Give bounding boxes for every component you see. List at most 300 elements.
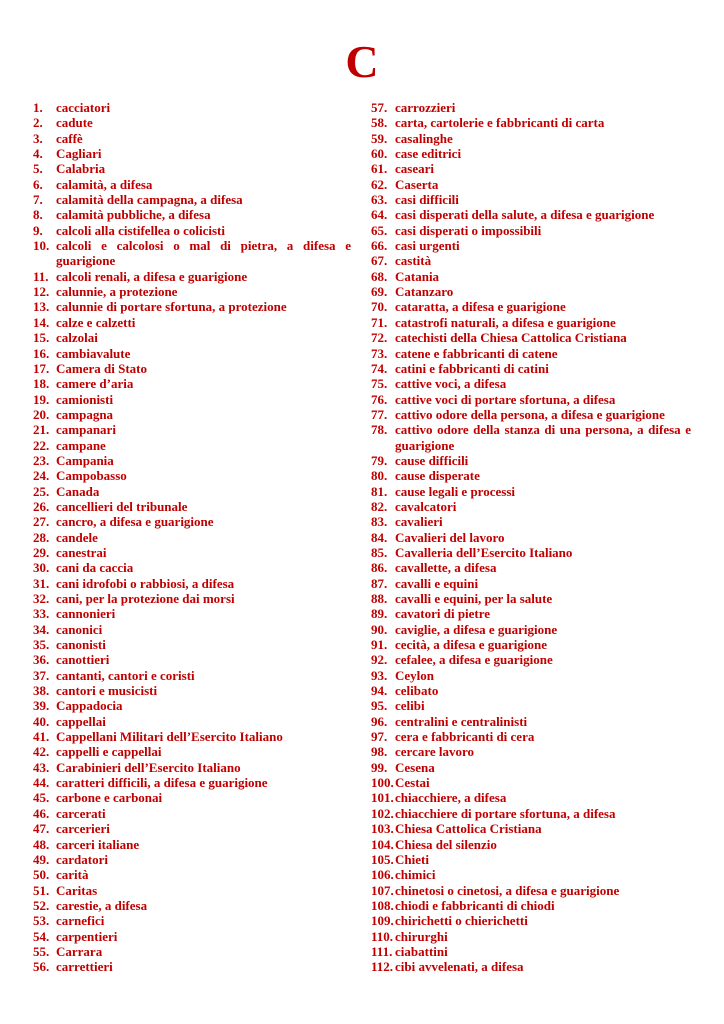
item-text: catini e fabbricanti di catini	[395, 360, 549, 376]
item-number: 106.	[371, 867, 394, 883]
list-item	[33, 790, 351, 805]
item-text: campane	[56, 437, 106, 453]
list-item	[371, 775, 691, 790]
item-text: Campania	[56, 452, 114, 468]
list-item	[33, 898, 351, 913]
item-number: 6.	[33, 176, 43, 192]
item-text: catene e fabbricanti di catene	[395, 345, 558, 361]
item-text: chiodi e fabbricanti di chiodi	[395, 897, 555, 913]
list-item	[33, 269, 351, 284]
item-text: Camera di Stato	[56, 360, 147, 376]
item-text: cavalieri	[395, 514, 443, 530]
item-number: 31.	[33, 575, 50, 591]
item-text: casalinghe	[395, 130, 453, 146]
list-item	[33, 959, 351, 974]
item-text: cancellieri del tribunale	[56, 498, 188, 514]
list-item	[33, 422, 351, 437]
list-item	[371, 913, 691, 928]
item-number: 67.	[371, 253, 388, 269]
list-item	[371, 560, 691, 575]
item-number: 30.	[33, 560, 50, 576]
list-item	[33, 668, 351, 683]
list-item	[33, 161, 351, 176]
list-item	[33, 115, 351, 130]
list-item	[33, 560, 351, 575]
item-number: 103.	[371, 821, 394, 837]
item-number: 92.	[371, 652, 388, 668]
item-number: 35.	[33, 637, 50, 653]
item-text: ciabattini	[395, 943, 448, 959]
item-number: 9.	[33, 222, 43, 238]
list-item	[371, 652, 691, 667]
item-text: cani, per la protezione dai morsi	[56, 591, 235, 606]
item-number: 21.	[33, 422, 50, 438]
item-text: calcoli alla cistifellea o colicisti	[56, 222, 225, 238]
item-number: 1.	[33, 100, 43, 115]
item-text: caseari	[395, 161, 434, 177]
item-text: canestrai	[56, 544, 107, 560]
list-item	[33, 100, 351, 115]
item-text: calzolai	[56, 330, 98, 346]
list-item	[33, 652, 351, 667]
list-item	[33, 392, 351, 407]
list-item	[33, 929, 351, 944]
item-number: 53.	[33, 913, 50, 929]
right-column-list	[371, 100, 691, 975]
list-item	[371, 806, 691, 821]
list-item	[33, 361, 351, 376]
item-text: cattive voci, a difesa	[395, 376, 507, 392]
list-item	[371, 760, 691, 775]
item-number: 90.	[371, 621, 388, 637]
item-number: 59.	[371, 130, 388, 146]
item-number: 45.	[33, 790, 50, 806]
item-text: Ceylon	[395, 667, 434, 683]
item-text: carcerieri	[56, 821, 110, 837]
list-item	[33, 284, 351, 299]
item-text: Cappadocia	[56, 698, 123, 714]
item-number: 75.	[371, 376, 388, 392]
item-text: calunnie di portare sfortuna, a protezione	[56, 299, 287, 315]
list-item	[33, 913, 351, 928]
item-number: 12.	[33, 284, 50, 300]
item-number: 93.	[371, 667, 388, 683]
list-item	[371, 821, 691, 836]
item-text: carità	[56, 867, 89, 883]
list-item	[371, 422, 691, 453]
item-number: 3.	[33, 130, 43, 146]
item-text: cavallette, a difesa	[395, 560, 497, 576]
list-item	[371, 376, 691, 391]
list-item	[371, 530, 691, 545]
item-number: 77.	[371, 406, 388, 422]
item-text: Carrara	[56, 943, 103, 959]
item-text: centralini e centralinisti	[395, 713, 528, 729]
item-text: caviglie, a difesa e guarigione	[395, 621, 558, 637]
list-item	[371, 499, 691, 514]
item-text: casi urgenti	[395, 238, 460, 254]
list-item	[33, 837, 351, 852]
item-text: casi disperati della salute, a difesa e guarigione	[395, 207, 655, 223]
item-text: caffè	[56, 130, 83, 146]
item-number: 87.	[371, 575, 388, 591]
list-item	[33, 192, 351, 207]
list-item	[33, 131, 351, 146]
item-text: Campobasso	[56, 468, 127, 484]
item-text: cattivo odore della persona, a difesa e guarigione	[395, 406, 665, 422]
item-number: 4.	[33, 146, 43, 162]
item-number: 74.	[371, 360, 388, 376]
list-item	[33, 223, 351, 238]
item-text: calze e calzetti	[56, 314, 136, 330]
item-number: 82.	[371, 498, 388, 514]
item-number: 39.	[33, 698, 50, 714]
item-number: 50.	[33, 867, 50, 883]
item-number: 109.	[371, 913, 394, 929]
list-item	[371, 637, 691, 652]
list-item	[33, 315, 351, 330]
item-number: 86.	[371, 560, 388, 576]
item-text: cause disperate	[395, 468, 480, 484]
item-text: cadute	[56, 115, 93, 131]
list-item	[371, 315, 691, 330]
item-number: 69.	[371, 284, 388, 300]
item-text: casi disperati o impossibili	[395, 222, 542, 238]
item-text: chinetosi o cinetosi, a difesa e guarigione	[395, 882, 620, 898]
list-item	[371, 177, 691, 192]
item-text: celibato	[395, 683, 439, 699]
item-text: cardatori	[56, 851, 108, 867]
list-item	[371, 683, 691, 698]
list-item	[371, 959, 691, 974]
item-number: 85.	[371, 544, 388, 560]
item-number: 10.	[33, 238, 50, 254]
left-column-list	[33, 100, 351, 975]
item-number: 14.	[33, 314, 50, 330]
list-item	[33, 207, 351, 222]
item-text: casi difficili	[395, 192, 459, 208]
item-number: 62.	[371, 176, 388, 192]
item-number: 43.	[33, 759, 50, 775]
item-number: 24.	[33, 468, 50, 484]
item-text: Canada	[56, 483, 100, 499]
item-text: candele	[56, 529, 98, 545]
item-text: canonisti	[56, 637, 106, 653]
item-number: 40.	[33, 713, 50, 729]
list-item	[33, 760, 351, 775]
item-number: 83.	[371, 514, 388, 530]
list-item	[371, 606, 691, 621]
item-text: cause difficili	[395, 452, 469, 468]
item-text: carestie, a difesa	[56, 897, 148, 913]
item-number: 104.	[371, 836, 394, 852]
list-item	[33, 637, 351, 652]
item-number: 65.	[371, 222, 388, 238]
item-number: 26.	[33, 498, 50, 514]
item-number: 60.	[371, 146, 388, 162]
list-item	[371, 453, 691, 468]
item-text: cibi avvelenati, a difesa	[395, 959, 524, 975]
list-item	[33, 530, 351, 545]
item-number: 110.	[371, 928, 394, 944]
item-number: 56.	[33, 959, 50, 975]
list-item	[371, 837, 691, 852]
item-number: 17.	[33, 360, 50, 376]
item-text: Cagliari	[56, 146, 102, 162]
item-text: carcerati	[56, 805, 106, 821]
item-text: calunnie, a protezione	[56, 284, 178, 300]
item-text: calcoli renali, a difesa e guarigione	[56, 268, 248, 284]
item-number: 73.	[371, 345, 388, 361]
list-item	[371, 346, 691, 361]
item-number: 55.	[33, 943, 50, 959]
item-text: carrozzieri	[395, 100, 456, 115]
list-item	[371, 407, 691, 422]
list-item	[371, 192, 691, 207]
item-number: 42.	[33, 744, 50, 760]
item-text: carbone e carbonai	[56, 790, 163, 806]
list-item	[33, 330, 351, 345]
list-item	[371, 698, 691, 713]
item-text: Cavalleria dell’Esercito Italiano	[395, 544, 573, 560]
list-item	[371, 729, 691, 744]
item-number: 32.	[33, 591, 50, 606]
item-text: cecità, a difesa e guarigione	[395, 637, 547, 653]
list-item	[371, 944, 691, 959]
list-item	[371, 468, 691, 483]
item-number: 29.	[33, 544, 50, 560]
list-item	[371, 223, 691, 238]
list-item	[33, 606, 351, 621]
list-item	[33, 177, 351, 192]
item-text: Chieti	[395, 851, 429, 867]
item-number: 105.	[371, 851, 394, 867]
list-item	[33, 438, 351, 453]
item-number: 89.	[371, 606, 388, 622]
item-text: caratteri difficili, a difesa e guarigione	[56, 775, 268, 791]
list-item	[33, 806, 351, 821]
list-item	[371, 361, 691, 376]
item-number: 81.	[371, 483, 388, 499]
list-item	[371, 299, 691, 314]
item-number: 96.	[371, 713, 388, 729]
list-item	[371, 238, 691, 253]
list-item	[371, 253, 691, 268]
item-number: 78.	[371, 422, 388, 438]
list-item	[371, 115, 691, 130]
item-number: 71.	[371, 314, 388, 330]
item-number: 11.	[33, 268, 49, 284]
item-number: 16.	[33, 345, 50, 361]
item-number: 47.	[33, 821, 50, 837]
item-number: 80.	[371, 468, 388, 484]
item-text: cavalli e equini	[395, 575, 479, 591]
list-item	[33, 883, 351, 898]
list-item	[371, 392, 691, 407]
item-text: Chiesa del silenzio	[395, 836, 497, 852]
item-text: carta, cartolerie e fabbricanti di carta	[395, 115, 605, 131]
item-number: 107.	[371, 882, 394, 898]
item-text: cani idrofobi o rabbiosi, a difesa	[56, 575, 235, 591]
list-item	[33, 775, 351, 790]
item-number: 99.	[371, 759, 388, 775]
item-text: Cestai	[395, 775, 430, 791]
item-text: carpentieri	[56, 928, 118, 944]
list-item	[371, 284, 691, 299]
item-text: canonici	[56, 621, 103, 637]
list-item	[33, 453, 351, 468]
list-item	[33, 376, 351, 391]
list-item	[371, 576, 691, 591]
item-text: calcoli e calcolosi o mal di pietra, a difesa e guarigione	[56, 238, 351, 269]
item-number: 70.	[371, 299, 388, 315]
list-item	[371, 714, 691, 729]
list-item	[33, 591, 351, 606]
item-text: cantanti, cantori e coristi	[56, 667, 195, 683]
item-text: cambiavalute	[56, 345, 131, 361]
item-text: Catania	[395, 268, 440, 284]
item-number: 63.	[371, 192, 388, 208]
item-text: cattive voci di portare sfortuna, a difesa	[395, 391, 616, 407]
item-number: 111.	[371, 943, 393, 959]
list-item	[33, 576, 351, 591]
item-text: canottieri	[56, 652, 110, 668]
item-text: Cesena	[395, 759, 435, 775]
item-number: 8.	[33, 207, 43, 223]
list-item	[371, 545, 691, 560]
item-text: carceri italiane	[56, 836, 140, 852]
item-number: 84.	[371, 529, 388, 545]
item-text: cavalcatori	[395, 498, 457, 514]
list-item	[371, 929, 691, 944]
item-number: 38.	[33, 683, 50, 699]
item-number: 36.	[33, 652, 50, 668]
item-number: 68.	[371, 268, 388, 284]
item-text: Caritas	[56, 882, 98, 898]
list-item	[33, 744, 351, 759]
list-item	[371, 790, 691, 805]
item-number: 48.	[33, 836, 50, 852]
item-number: 97.	[371, 729, 388, 745]
list-item	[33, 729, 351, 744]
item-number: 13.	[33, 299, 50, 315]
list-item	[371, 161, 691, 176]
item-number: 27.	[33, 514, 50, 530]
item-number: 112.	[371, 959, 394, 975]
list-item	[371, 269, 691, 284]
item-text: cataratta, a difesa e guarigione	[395, 299, 566, 315]
item-number: 19.	[33, 391, 50, 407]
list-item	[33, 299, 351, 314]
item-number: 46.	[33, 805, 50, 821]
item-number: 57.	[371, 100, 388, 115]
list-item	[371, 622, 691, 637]
list-item	[371, 744, 691, 759]
item-number: 76.	[371, 391, 388, 407]
item-text: campanari	[56, 422, 116, 438]
item-text: cancro, a difesa e guarigione	[56, 514, 214, 530]
item-text: cercare lavoro	[395, 744, 475, 760]
item-text: cause legali e processi	[395, 483, 515, 499]
item-number: 7.	[33, 192, 43, 208]
item-number: 28.	[33, 529, 50, 545]
list-item	[371, 131, 691, 146]
item-number: 34.	[33, 621, 50, 637]
list-item	[33, 146, 351, 161]
item-text: cantori e musicisti	[56, 683, 158, 699]
item-text: catastrofi naturali, a difesa e guarigione	[395, 314, 616, 330]
item-text: cavalli e equini, per la salute	[395, 591, 553, 606]
item-number: 23.	[33, 452, 50, 468]
item-text: case editrici	[395, 146, 462, 162]
item-number: 54.	[33, 928, 50, 944]
item-text: cani da caccia	[56, 560, 134, 576]
item-number: 79.	[371, 452, 388, 468]
item-number: 15.	[33, 330, 50, 346]
item-number: 51.	[33, 882, 50, 898]
list-item	[371, 484, 691, 499]
item-text: cefalee, a difesa e guarigione	[395, 652, 553, 668]
item-text: cattivo odore della stanza di una persona, a difesa e guarigione	[395, 422, 691, 453]
item-text: Carabinieri dell’Esercito Italiano	[56, 759, 241, 775]
item-text: carrettieri	[56, 959, 113, 975]
list-item	[371, 514, 691, 529]
item-number: 72.	[371, 330, 388, 346]
list-item	[371, 146, 691, 161]
item-number: 5.	[33, 161, 43, 177]
item-number: 100.	[371, 775, 394, 791]
item-text: celibi	[395, 698, 425, 714]
list-item	[371, 852, 691, 867]
item-number: 101.	[371, 790, 394, 806]
item-number: 91.	[371, 637, 388, 653]
section-letter-heading: C	[345, 36, 379, 87]
item-number: 66.	[371, 238, 388, 254]
item-text: chimici	[395, 867, 436, 883]
item-number: 58.	[371, 115, 388, 131]
list-item	[33, 407, 351, 422]
item-text: castità	[395, 253, 432, 269]
list-item	[33, 944, 351, 959]
list-item	[371, 100, 691, 115]
item-number: 20.	[33, 406, 50, 422]
item-text: cannonieri	[56, 606, 116, 622]
list-item	[33, 545, 351, 560]
item-text: carnefici	[56, 913, 105, 929]
list-item	[33, 852, 351, 867]
item-text: calamità, a difesa	[56, 176, 153, 192]
item-number: 41.	[33, 729, 50, 745]
list-item	[371, 668, 691, 683]
list-item	[33, 499, 351, 514]
list-item	[33, 683, 351, 698]
list-item	[33, 867, 351, 882]
item-text: cavatori di pietre	[395, 606, 491, 622]
item-number: 64.	[371, 207, 388, 223]
item-number: 33.	[33, 606, 50, 622]
item-text: Cappellani Militari dell’Esercito Italiano	[56, 729, 283, 745]
item-text: cera e fabbricanti di cera	[395, 729, 535, 745]
list-item	[33, 468, 351, 483]
item-number: 18.	[33, 376, 50, 392]
item-text: cacciatori	[56, 100, 111, 115]
list-item	[371, 330, 691, 345]
list-item	[33, 821, 351, 836]
item-text: calamità pubbliche, a difesa	[56, 207, 211, 223]
list-item	[371, 898, 691, 913]
list-item	[33, 346, 351, 361]
list-item	[371, 591, 691, 606]
